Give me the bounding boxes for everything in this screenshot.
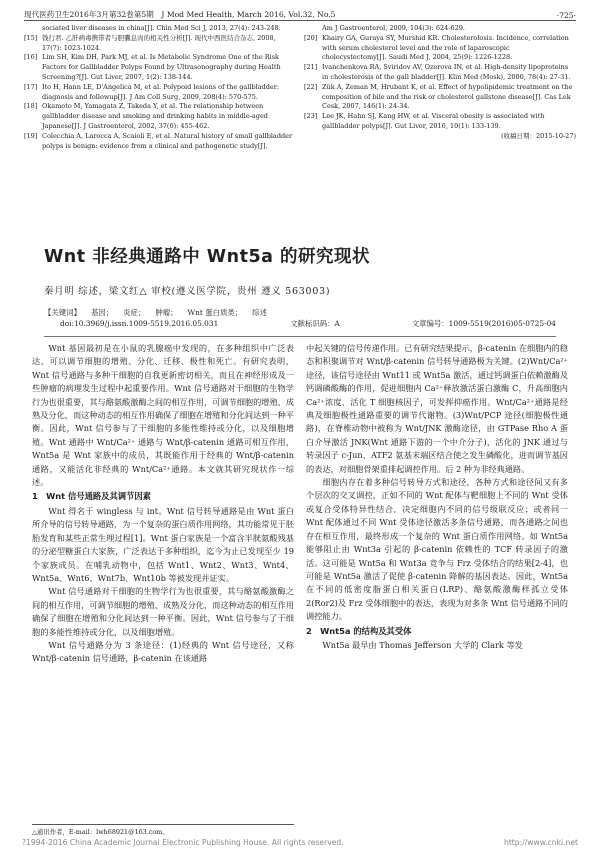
- paragraph: 中起关键的信号传递作用。已有研究结果提示，β-catenin 在细胞内的稳态和积聚调节对 Wnt/β-catenin 信号转导通路极为关键。(2)Wnt/Ca²⁺途径，该信号途径由 Wnt11 或 Wnt5a 激活，通过钙调蛋白依赖激酶及钙调磷酸酶的作用，促进细胞内 Ca²⁺释放激活蛋白激酶 C，升高细胞内 Ca²⁺浓度，活化 T 细胞核因子，可发挥抑癌作用。Wnt/Ca²⁺通路是经典及细胞极性通路重要的调节代谢物。(3)Wnt/PCP 途径(细胞极性通路)，在脊椎动物中被称为 Wnt/JNK 激酶途径，由 GTPase Rho A 蛋白介导激活 JNK(Wnt 通路下游的一个中介分子)，活化的 JNK 通过与转录因子 c-Jun、ATF2 氨基末端区结合使之发生磷酸化，进而调节基因的表达，对细胞骨架重排起调控作用。后 2 种为非经典通路。: [306, 343, 568, 474]
- header-journal: 现代医药卫生2016年3月第32卷第5期 J Mod Med Health, March 2016, Vol.32, No.5: [24, 10, 336, 19]
- reference-list: [24, 24, 576, 246]
- paragraph: Wnt 得名于 wingless 与 int。Wnt 信号转导通路是由 Wnt 蛋白所介导的信号转导通路，为一个复杂的蛋白质作用网络，其功能常见于胚胎发育和某些正常生理过程[1]。Wnt 蛋白家族是一个富含半胱氨酸残基的分泌型糖蛋白大家族，广泛表达于多种组织，迄今为止已发现至少 19 个家族成员。在哺乳动物中，包括 Wnt1、Wnt2、Wnt3、Wnt4、Wnt5a、Wnt6、Wnt7b、Wnt10b 等被发现并证实。: [32, 505, 295, 583]
- paragraph: Wnt5a 最早由 Thomas Jefferson 大学的 Clark 等发: [322, 639, 523, 650]
- article-number: 文章编号：1009-5519(2016)05-0725-04: [411, 319, 556, 328]
- references-left-column: [24, 24, 296, 246]
- body-left-column: [32, 342, 294, 792]
- corresponding-author-footnote: △通讯作者，E-mail：lwh68921@163.com。: [32, 824, 294, 836]
- divider: [44, 336, 556, 337]
- article-identifiers: [44, 318, 556, 329]
- keywords-label: 【关键词】: [44, 308, 81, 317]
- reference-item: [17] Ito H, Hann LE, D'Angelica M, et al. Polypoid lesions of the gallbladder: diagnosis and followup[J]. J Am Coll Surg, 2009, 208(4): 570-575.: [24, 82, 280, 101]
- article-meta: [44, 307, 556, 329]
- reference-item: Am J Gastroenterol, 2009, 104(3): 624-629.: [322, 24, 465, 32]
- paragraph: Wnt 信号通路分为 3 条途径：(1)经典的 Wnt 信号途径，又称 Wnt/β-catenin 信号通路，β-catenin 在该通路: [32, 639, 294, 664]
- doi: doi:10.3969/j.issn.1009-5519.2016.05.031: [60, 319, 219, 328]
- reference-item: [19] Colecchia A, Larocca A, Scaioli E, et al. Natural history of small gallbladder polyps is benign: evidence from a clinical and pathogenetic study[J].: [24, 131, 293, 150]
- copyright-notice: ?1994-2016 China Academic Journal Electronic Publishing House. All rights reserved.: [22, 838, 344, 847]
- reference-item: [20] Khairy GA, Guraya SY, Murshid KR. Cholesterolosis. Incidence, correlation with serum cholesterol level and the role of laparoscopic cholecystectomy[J]. Saudi Med J, 2004, 25(9): 1226-1228.: [304, 33, 569, 62]
- received-date: (收稿日期：2015-10-27): [500, 131, 576, 140]
- paragraph: Wnt 基因最初是在小鼠的乳腺癌中发现的，在多种组织中广泛表达，可以调节细胞的增殖、分化、迁移、极性和死亡。有研究表明，Wnt 信号通路与多种干细胞的自我更新密切相关，而且在神经形成及一些肿瘤的病理发生过程中起重要作用。Wnt 信号通路对干细胞的生物学行为也很重要，其与酪氨酸激酶之间的相互作用，可调节细胞的增殖、成熟及分化，而这种动态的相互作用确保了细胞在增殖和分化间达到一种平衡。因此，Wnt 信号参与了干细胞的多能性维持或分化，以及细胞增殖。Wnt 通路中 Wnt/Ca²⁺ 通路与 Wnt/β-catenin 通路可相互作用，Wnt5a 是 Wnt 家族中的成员，其既能作用于经典的 Wnt/β-catenin 通路，又能活化非经典的 Wnt/Ca²⁺通路。本文就其研究现状作一综述。: [32, 343, 295, 488]
- body-right-column: [306, 342, 568, 792]
- header-page-number: ·725·: [556, 11, 576, 20]
- document-code: 文献标识码：A: [290, 319, 340, 328]
- paragraph: 细胞内存在着多种信号转导方式和途径，各种方式和途径间又有多个层次的交叉调控，正如不同的 Wnt 配体与靶细胞上不同的 Wnt 受体或复合受体特异性结合，决定细胞内不同的信号级联反应；或者同一 Wnt 配体通过不同 Wnt 受体途径激活多条信号通路，而各通路之间也存在相互作用，最终形成一个复杂的 Wnt 蛋白质作用网络。如 Wnt5a 能够阻止由 Wnt3a 引起的 β-catenin 依赖性的 TCF 转录因子的激活。这可能是 Wnt5a 和 Wnt3a 竞争与 Frz 受体结合的结果[2-4]，也可能是 Wnt5a 激活了促使 β-catenin 降解的基因表达。因此，Wnt5a 在不同的低密度脂蛋白相关蛋白(LRP)、酪氨酸激酶样孤立受体 2(Ror2)及 Frz 受体细胞中的表达，表现为对多条 Wnt 信号通路不同的调控能力。: [306, 477, 568, 622]
- reference-item: [23] Lee JK, Hahn SJ, Kang HW, et al. Visceral obesity is associated with gallbladder polyps[J]. Gut Liver, 2016, 10(1): 133-139.: [304, 112, 545, 130]
- keyword: 肿瘤；: [155, 308, 178, 317]
- keyword: 综述: [252, 308, 267, 317]
- reference-item: sociated liver diseases in china[J]. Chin Med Sci J, 2013, 27(4): 243-248.: [42, 24, 281, 32]
- keyword: 基因；: [90, 308, 114, 317]
- reference-item: [21] Ivanchenkova RA, Sviridov AV, Ozerova IN, et al. High-density lipoproteins in cholesterosis of the gall bladder[J]. Klin Med (Mosk), 2000, 78(4): 27-31.: [304, 63, 571, 81]
- reference-item: [16] Lim SH, Kim DH, Park MJ, et al. Is Metabolic Syndrome One of the Risk Factors for Gallbladder Polyps Found by Ultrasonography during Health Screening?[J]. Gut Liver, 2007, 1(2): 138-144.: [24, 53, 281, 81]
- section-heading: 2 Wnt5a 的结构及其受体: [306, 625, 412, 636]
- reference-item: [18] Okamoto M, Yamagata Z, Takeda Y, et al. The relationship between gallbladder disease and smoking and drinking habits in middle-aged Japanese[J]. J Gastroenterol, 2002, 37(6): 455-462.: [24, 102, 268, 130]
- keywords: [44, 307, 556, 318]
- paragraph: Wnt 信号通路对干细胞的生物学行为也很重要，其与酪氨酸激酶之间的相互作用，可调节细胞的增殖、成熟及分化，而这种动态的相互作用确保了细胞在增殖和分化间达到一种平衡。因此，Wnt 信号参与了干细胞的多能性维持或分化，以及细胞增殖。: [32, 586, 295, 637]
- footer-url: http://www.cnki.net: [504, 838, 578, 847]
- reference-item: [15] 钱行君. 乙肝病毒携带者与胆囊息肉的相关性分析[J]. 现代中西医结合杂志, 2008, 17(7): 1023-1024.: [24, 33, 276, 52]
- running-header: [24, 6, 576, 21]
- section-heading: 1 Wnt 信号通路及其调节因素: [32, 491, 151, 502]
- reference-item: [22] Zük A, Zeman M, Hrubant K, et al. Effect of hypolipidemic treatment on the composition of bile and the risk or cholesterol gallstone disease[J]. Cas Lek Cesk, 2007, 146(1): 24-34.: [304, 82, 573, 111]
- keyword: Wnt 蛋白质类；: [187, 308, 243, 317]
- article-body: [32, 342, 568, 792]
- article-title: Wnt 非经典通路中 Wnt5a 的研究现状: [44, 247, 371, 267]
- authors-affiliation: 秦月明 综述，梁文红△ 审校(遵义医学院，贵州 遵义 563003): [44, 286, 331, 297]
- references-right-column: [304, 24, 576, 246]
- page-footer: [0, 838, 600, 847]
- keyword: 炎症；: [123, 308, 146, 317]
